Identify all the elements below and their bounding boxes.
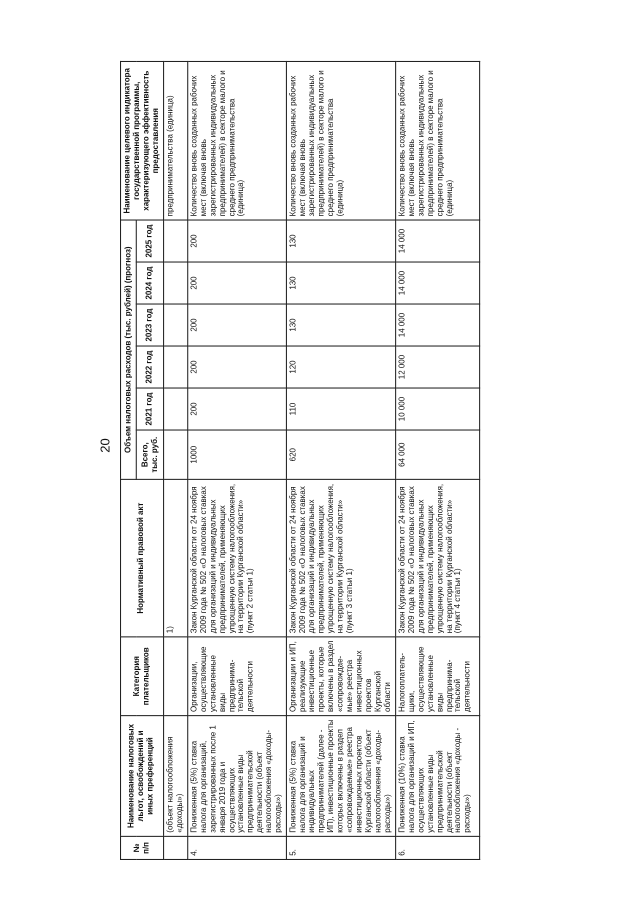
cell-category: Организации и ИП, реализующие инвестиционные проекты, которые включены в раздел «сопровождае-мые» реестра инвестиционных проектов Курганской области bbox=[287, 637, 396, 716]
page-number: 20 bbox=[97, 438, 113, 453]
cell-2024: 130 bbox=[287, 262, 396, 304]
cell-num: 5. bbox=[287, 836, 396, 859]
cell-2024: 200 bbox=[187, 262, 286, 304]
header-2022: 2022 год bbox=[137, 346, 164, 388]
cell-act: Закон Курганской области от 24 ноября 2009 года № 502 «О налоговых ставках для организаций и индивидуальных предпринимателей, применяющих упрощенную систему налогообложения, на территории Курганской области» (пункт 3 статьи 1) bbox=[287, 479, 396, 636]
cell-indicator: Количество вновь созданных рабочих мест (включая вновь зарегистрированных индивидуальных предпринимателей) в секторе малого и среднего предпринимательства (единица) bbox=[187, 61, 286, 220]
cell-2022: 120 bbox=[287, 346, 396, 388]
table-header bbox=[121, 61, 164, 859]
cell-2023: 130 bbox=[287, 304, 396, 346]
header-2024: 2024 год bbox=[137, 262, 164, 304]
cell-total: 620 bbox=[287, 430, 396, 479]
header-volume: Объем налоговых расходов (тыс. рублей) (прогноз) bbox=[121, 220, 137, 479]
cell-2025: 200 bbox=[187, 220, 286, 262]
cell-name: Пониженная (5%) ставка налога для организаций, зарегистрированных после 1 января 2019 года и осуществляющих установленные виды предпринимательской деятельности (объект налогообложения «доходы-расходы») bbox=[187, 716, 286, 837]
cell-total: 1000 bbox=[187, 430, 286, 479]
cell-2023 bbox=[163, 304, 187, 346]
cell-total: 64 000 bbox=[395, 430, 479, 479]
cell-total bbox=[163, 430, 187, 479]
cell-2021: 110 bbox=[287, 388, 396, 430]
cell-2025: 14 000 bbox=[395, 220, 479, 262]
cell-name: (объект налогообложения «доходы») bbox=[163, 716, 187, 837]
cell-2024 bbox=[163, 262, 187, 304]
cell-2025 bbox=[163, 220, 187, 262]
table-row bbox=[287, 61, 396, 859]
cell-indicator: Количество вновь созданных рабочих мест (включая вновь зарегистрированных индивидуальных предпринимателей) в секторе малого и среднего предпринимательства (единица) bbox=[287, 61, 396, 220]
cell-indicator: Количество вновь созданных рабочих мест (включая вновь зарегистрированных индивидуальных предпринимателей) в секторе малого и среднего предпринимательства (единица) bbox=[395, 61, 479, 220]
cell-name: Пониженная (10%) ставка налога для организаций и ИП, осуществляющих установленные виды предпринимательской деятельности (объект налогообложения «доходы - расходы») bbox=[395, 716, 479, 837]
cell-num: 6. bbox=[395, 836, 479, 859]
table-row bbox=[187, 61, 286, 859]
tax-expenditure-table bbox=[120, 61, 480, 860]
header-total: Всего, тыс. руб. bbox=[137, 430, 164, 479]
table-row bbox=[163, 61, 187, 859]
header-num: № п/п bbox=[121, 836, 164, 859]
cell-2022: 200 bbox=[187, 346, 286, 388]
cell-2021: 10 000 bbox=[395, 388, 479, 430]
cell-num: 4. bbox=[187, 836, 286, 859]
cell-category: Организации, осуществляющие установленные виды предпринима-тельской деятельности bbox=[187, 637, 286, 716]
cell-2024: 14 000 bbox=[395, 262, 479, 304]
cell-2025: 130 bbox=[287, 220, 396, 262]
cell-num bbox=[163, 836, 187, 859]
cell-category bbox=[163, 637, 187, 716]
header-category: Категория плательщиков bbox=[121, 637, 164, 716]
cell-act: Закон Курганской области от 24 ноября 2009 года № 502 «О налоговых ставках для организаций и индивидуальных предпринимателей, применяющих упрощенную систему налогообложения, на территории Курганской области» (пункт 4 статьи 1) bbox=[395, 479, 479, 636]
cell-act: 1) bbox=[163, 479, 187, 636]
cell-2021: 200 bbox=[187, 388, 286, 430]
rotated-table-container bbox=[120, 62, 582, 860]
table-row bbox=[395, 61, 479, 859]
header-name: Наименование налоговых льгот, освобождений и иных преференций bbox=[121, 716, 164, 837]
cell-name: Пониженная (5%) ставка налога для организаций и индивидуальных предпринимателей (далее - ИП), инвестиционные проекты которых включены в раздел «сопровождаемые» реестра инвестиционных проектов Курганской области (объект налогообложения «доходы-расходы») bbox=[287, 716, 396, 837]
cell-2023: 14 000 bbox=[395, 304, 479, 346]
header-2023: 2023 год bbox=[137, 304, 164, 346]
cell-2023: 200 bbox=[187, 304, 286, 346]
header-2025: 2025 год bbox=[137, 220, 164, 262]
cell-indicator: предпринимательства (единица) bbox=[163, 61, 187, 220]
cell-act: Закон Курганской области от 24 ноября 2009 года № 502 «О налоговых ставках для организаций и индивидуальных предпринимателей, применяющих упрощенную систему налогообложения, на территории Курганской области» (пункт 2 статьи 1) bbox=[187, 479, 286, 636]
header-2021: 2021 год bbox=[137, 388, 164, 430]
header-indicator: Наименование целевого индикатора государственной программы, характеризующего эффективность предоставления bbox=[121, 61, 164, 220]
cell-2021 bbox=[163, 388, 187, 430]
cell-category: Налогоплатель-щики, осуществляющие установленные виды предпринима-тельской деятельности bbox=[395, 637, 479, 716]
cell-2022 bbox=[163, 346, 187, 388]
cell-2022: 12 000 bbox=[395, 346, 479, 388]
header-act: Нормативный правовой акт bbox=[121, 479, 164, 636]
